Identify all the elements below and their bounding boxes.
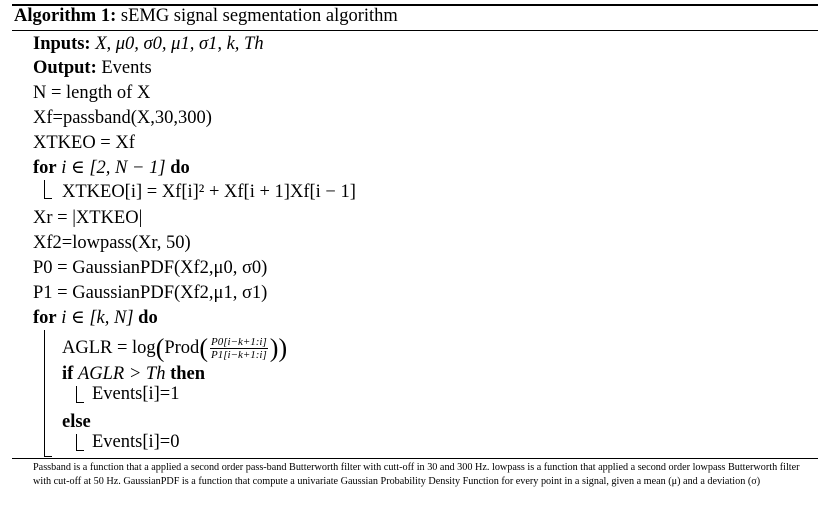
for-condition-2: i ∈ [k, N]	[61, 308, 134, 328]
xf-definition: Xf=passband(X,30,300)	[33, 108, 212, 128]
output-label: Output:	[33, 58, 97, 78]
likelihood-fraction	[210, 336, 268, 361]
do-keyword: do	[170, 158, 190, 178]
aglr-left: AGLR = log	[62, 337, 156, 358]
open-paren-inner: (	[199, 333, 208, 363]
fraction-denominator: P1[i−k+1:i]	[210, 349, 267, 361]
bottom-rule	[12, 458, 818, 459]
for-keyword: for	[33, 158, 57, 178]
algorithm-title: sEMG signal segmentation algorithm	[120, 6, 398, 26]
events-zero: Events[i]=0	[92, 432, 180, 452]
inputs-value: X, μ0, σ0, μ1, σ1, k, Th	[95, 34, 264, 54]
if-bracket-foot	[76, 402, 84, 403]
title-rule	[12, 30, 818, 31]
if-keyword: if	[62, 364, 74, 384]
output-value: Events	[101, 58, 152, 78]
xtkeo-definition: XTKEO = Xf	[33, 133, 135, 153]
loop1-bracket-foot	[44, 198, 52, 199]
tkeo-body: XTKEO[i] = Xf[i]² + Xf[i + 1]Xf[i − 1]	[62, 182, 356, 202]
p0-definition: P0 = GaussianPDF(Xf2,μ0, σ0)	[33, 258, 268, 278]
algorithm-label: Algorithm 1:	[14, 6, 117, 26]
else-bracket-foot	[76, 450, 84, 451]
aglr-prod: Prod	[164, 337, 200, 358]
algorithm-caption	[14, 6, 398, 27]
for-keyword-2: for	[33, 308, 57, 328]
close-parens: ))	[269, 333, 288, 363]
loop2-bracket	[44, 330, 45, 456]
else-keyword: else	[62, 412, 91, 432]
output-line	[33, 58, 152, 78]
if-bracket	[76, 386, 77, 402]
xf2-definition: Xf2=lowpass(Xr, 50)	[33, 233, 191, 253]
else-bracket	[76, 434, 77, 450]
p1-definition: P1 = GaussianPDF(Xf2,μ1, σ1)	[33, 283, 268, 303]
events-one: Events[i]=1	[92, 384, 180, 404]
n-definition: N = length of X	[33, 83, 151, 103]
footnote: Passband is a function that a applied a second order pass-band Butterworth filter with cutt-off in 30 and 300 Hz. lowpass is a function that applied a second order lowpass Butterworth filter with cut-off at 50 Hz. GaussianPDF is a function that compute a univariate Gaussian Probability Density Function for every point in a signal, given a mean (μ) and a deviation (σ)	[33, 462, 800, 487]
aglr-line	[62, 333, 288, 363]
do-keyword-2: do	[138, 308, 158, 328]
xr-definition: Xr = |XTKEO|	[33, 208, 143, 228]
open-paren-outer: (	[155, 333, 165, 363]
if-condition: AGLR > Th	[77, 364, 166, 384]
for-condition: i ∈ [2, N − 1]	[61, 158, 166, 178]
for-loop-2	[33, 308, 158, 328]
inputs-label: Inputs:	[33, 34, 91, 54]
fraction-numerator: P0[i−k+1:i]	[210, 336, 267, 348]
loop1-bracket	[44, 180, 45, 198]
if-line	[62, 364, 205, 384]
inputs-line	[33, 34, 264, 54]
then-keyword: then	[170, 364, 206, 384]
for-loop-1	[33, 158, 190, 178]
loop2-bracket-foot	[44, 456, 52, 457]
